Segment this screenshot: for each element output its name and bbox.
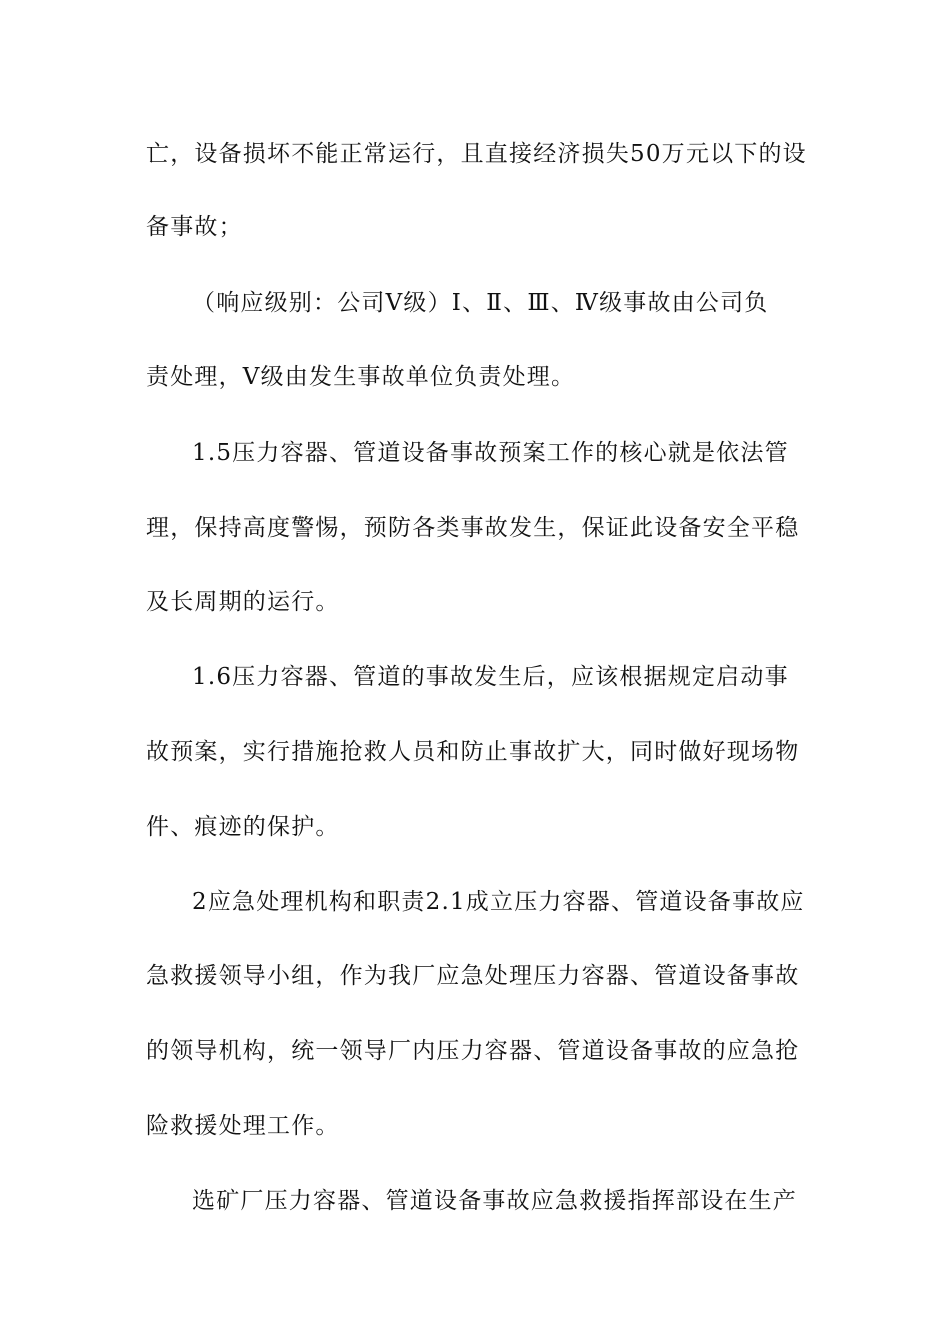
paragraph-start-line: 2应急处理机构和职责2.1成立压力容器、管道设备事故应	[192, 889, 805, 915]
text-line: 故预案，实行措施抢救人员和防止事故扩大，同时做好现场物	[146, 739, 800, 765]
paragraph-start-line: （响应级别：公司Ⅴ级）Ⅰ、Ⅱ、Ⅲ、Ⅳ级事故由公司负	[192, 290, 769, 316]
paragraph-start-line: 1.5压力容器、管道设备事故预案工作的核心就是依法管	[192, 440, 789, 466]
text-line: 的领导机构，统一领导厂内压力容器、管道设备事故的应急抢	[146, 1038, 800, 1064]
text-line: 险救援处理工作。	[146, 1113, 340, 1139]
text-line: 件、痕迹的保护。	[146, 814, 340, 840]
paragraph-start-line: 选矿厂压力容器、管道设备事故应急救援指挥部设在生产	[192, 1188, 797, 1214]
text-line: 亡，设备损坏不能正常运行，且直接经济损失50万元以下的设	[146, 141, 807, 167]
paragraph-start-line: 1.6压力容器、管道的事故发生后，应该根据规定启动事	[192, 664, 789, 690]
text-line: 责处理，Ⅴ级由发生事故单位负责处理。	[146, 364, 576, 390]
text-line: 备事故；	[146, 214, 243, 240]
text-line: 理，保持高度警惕，预防各类事故发生，保证此设备安全平稳	[146, 515, 800, 541]
text-line: 及长周期的运行。	[146, 589, 340, 615]
text-line: 急救援领导小组，作为我厂应急处理压力容器、管道设备事故	[146, 963, 800, 989]
